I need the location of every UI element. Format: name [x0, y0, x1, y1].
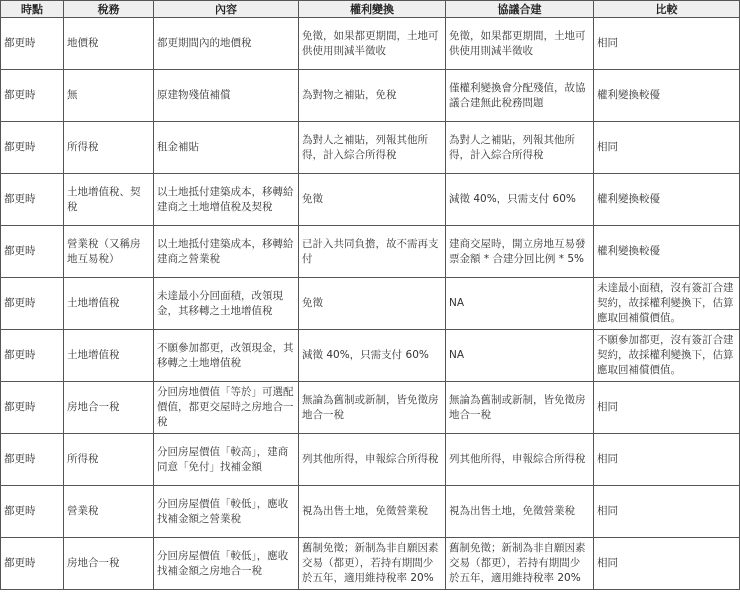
cell-content: 分回房屋價值「較低」，應收找補金額之房地合一稅 — [154, 538, 299, 590]
cell-tax-type: 房地合一稅 — [64, 538, 154, 590]
table-row — [1, 382, 740, 434]
cell-rights-conversion: 減徵 40%，只需支付 60% — [299, 330, 446, 382]
column-header-content: 內容 — [154, 1, 299, 18]
column-header-tax-type: 稅務 — [64, 1, 154, 18]
cell-comparison: 相同 — [594, 486, 740, 538]
cell-tax-type: 營業稅（又稱房地互易稅） — [64, 226, 154, 278]
cell-rights-conversion: 為對人之補貼，列報其他所得，計入綜合所得稅 — [299, 122, 446, 174]
cell-time-point: 都更時 — [1, 122, 64, 174]
cell-time-point: 都更時 — [1, 434, 64, 486]
cell-time-point: 都更時 — [1, 330, 64, 382]
cell-content: 分回房屋價值「較高」，建商同意「免付」找補金額 — [154, 434, 299, 486]
cell-content: 以土地抵付建築成本，移轉給建商之土地增值稅及契稅 — [154, 174, 299, 226]
cell-content: 不願參加都更，改領現金，其移轉之土地增值稅 — [154, 330, 299, 382]
cell-tax-type: 地價稅 — [64, 18, 154, 70]
cell-content: 以土地抵付建築成本，移轉給建商之營業稅 — [154, 226, 299, 278]
column-header-comparison: 比較 — [594, 1, 740, 18]
table-row — [1, 226, 740, 278]
cell-time-point: 都更時 — [1, 174, 64, 226]
cell-tax-type: 房地合一稅 — [64, 382, 154, 434]
cell-content: 分回房地價值「等於」可選配價值，都更交屋時之房地合一稅 — [154, 382, 299, 434]
cell-rights-conversion: 舊制免徵；新制為非自願因素交易（都更），若持有期間少於五年，適用維持稅率 20% — [299, 538, 446, 590]
cell-comparison: 相同 — [594, 18, 740, 70]
cell-rights-conversion: 為對物之補貼，免稅 — [299, 70, 446, 122]
table-row — [1, 434, 740, 486]
cell-rights-conversion: 免徵 — [299, 174, 446, 226]
cell-tax-type: 土地增值稅 — [64, 278, 154, 330]
cell-joint-construction: 僅權利變換會分配殘值，故協議合建無此稅務問題 — [446, 70, 594, 122]
cell-rights-conversion: 已計入共同負擔，故不需再支付 — [299, 226, 446, 278]
cell-rights-conversion: 列其他所得，申報綜合所得稅 — [299, 434, 446, 486]
cell-joint-construction: 為對人之補貼，列報其他所得，計入綜合所得稅 — [446, 122, 594, 174]
cell-joint-construction: NA — [446, 330, 594, 382]
cell-comparison: 相同 — [594, 122, 740, 174]
cell-comparison: 相同 — [594, 382, 740, 434]
cell-rights-conversion: 免徵 — [299, 278, 446, 330]
cell-joint-construction: 無論為舊制或新制，皆免徵房地合一稅 — [446, 382, 594, 434]
header-row — [1, 1, 740, 18]
cell-rights-conversion: 視為出售土地，免徵營業稅 — [299, 486, 446, 538]
table-row — [1, 70, 740, 122]
cell-joint-construction: 舊制免徵；新制為非自願因素交易（都更），若持有期間少於五年，適用維持稅率 20% — [446, 538, 594, 590]
cell-joint-construction: 減徵 40%，只需支付 60% — [446, 174, 594, 226]
cell-time-point: 都更時 — [1, 278, 64, 330]
cell-time-point: 都更時 — [1, 538, 64, 590]
cell-time-point: 都更時 — [1, 382, 64, 434]
cell-joint-construction: 建商交屋時，開立房地互易發票金額 * 合建分回比例 * 5% — [446, 226, 594, 278]
cell-content: 未達最小分回面積，改領現金，其移轉之土地增值稅 — [154, 278, 299, 330]
cell-comparison: 相同 — [594, 434, 740, 486]
cell-tax-type: 土地增值稅、契稅 — [64, 174, 154, 226]
table-row — [1, 18, 740, 70]
cell-rights-conversion: 免徵，如果都更期間，土地可供使用則減半徵收 — [299, 18, 446, 70]
cell-joint-construction: 列其他所得，申報綜合所得稅 — [446, 434, 594, 486]
cell-comparison: 不願參加都更，沒有簽訂合建契約，故採權利變換下，估算應取回補償價值。 — [594, 330, 740, 382]
column-header-rights-conversion: 權利變換 — [299, 1, 446, 18]
cell-content: 分回房屋價值「較低」，應收找補金額之營業稅 — [154, 486, 299, 538]
cell-joint-construction: 免徵，如果都更期間，土地可供使用則減半徵收 — [446, 18, 594, 70]
cell-tax-type: 營業稅 — [64, 486, 154, 538]
table-row — [1, 278, 740, 330]
table-row — [1, 538, 740, 590]
cell-tax-type: 所得稅 — [64, 434, 154, 486]
cell-comparison: 權利變換較優 — [594, 226, 740, 278]
cell-comparison: 權利變換較優 — [594, 174, 740, 226]
cell-time-point: 都更時 — [1, 18, 64, 70]
cell-tax-type: 無 — [64, 70, 154, 122]
table-row — [1, 174, 740, 226]
cell-tax-type: 土地增值稅 — [64, 330, 154, 382]
cell-joint-construction: NA — [446, 278, 594, 330]
cell-comparison: 權利變換較優 — [594, 70, 740, 122]
table-row — [1, 122, 740, 174]
cell-time-point: 都更時 — [1, 70, 64, 122]
column-header-time-point: 時點 — [1, 1, 64, 18]
cell-joint-construction: 視為出售土地，免徵營業稅 — [446, 486, 594, 538]
cell-comparison: 相同 — [594, 538, 740, 590]
cell-time-point: 都更時 — [1, 226, 64, 278]
table-row — [1, 486, 740, 538]
cell-comparison: 未達最小面積，沒有簽訂合建契約，故採權利變換下，估算應取回補償價值。 — [594, 278, 740, 330]
cell-tax-type: 所得稅 — [64, 122, 154, 174]
cell-rights-conversion: 無論為舊制或新制，皆免徵房地合一稅 — [299, 382, 446, 434]
table-row — [1, 330, 740, 382]
cell-content: 都更期間內的地價稅 — [154, 18, 299, 70]
cell-content: 租金補貼 — [154, 122, 299, 174]
cell-time-point: 都更時 — [1, 486, 64, 538]
column-header-joint-construction: 協議合建 — [446, 1, 594, 18]
cell-content: 原建物殘值補償 — [154, 70, 299, 122]
